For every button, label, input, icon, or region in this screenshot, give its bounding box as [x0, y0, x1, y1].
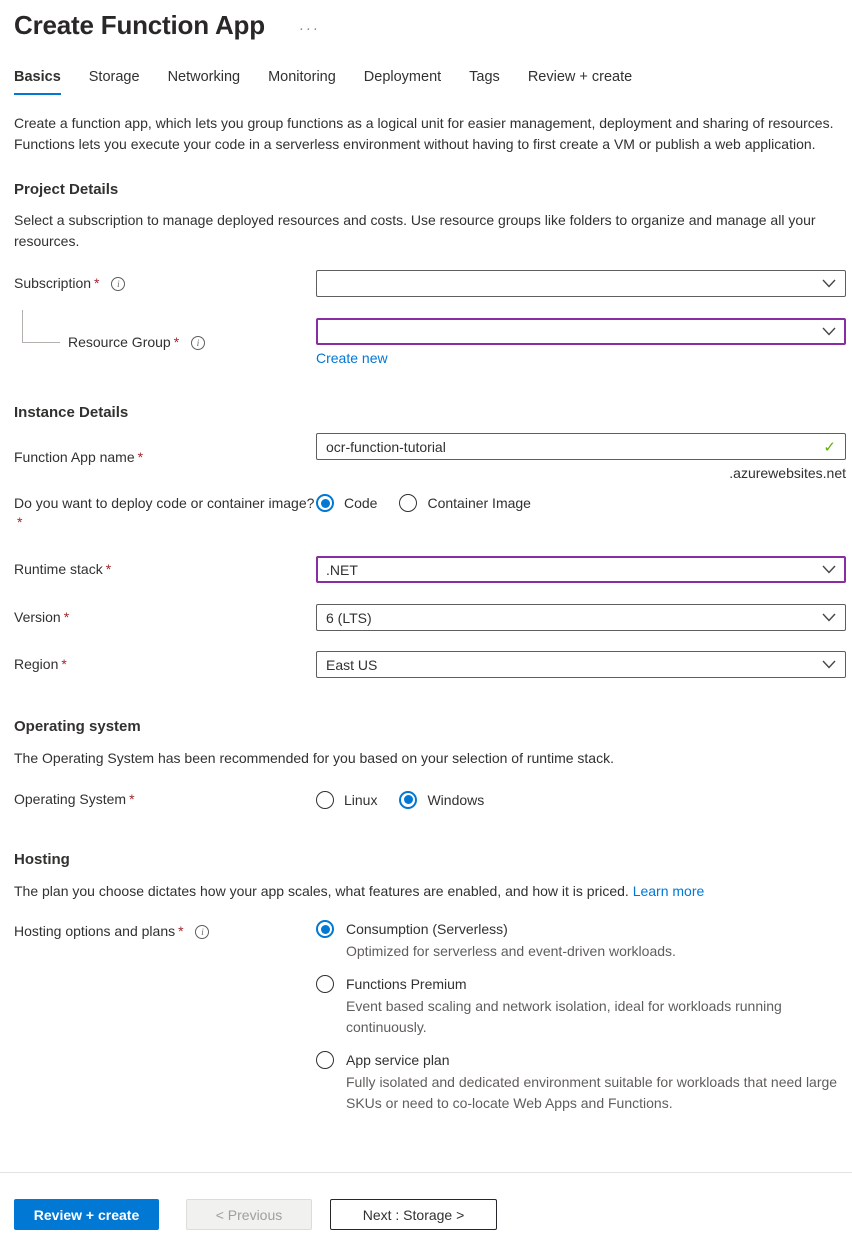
tab-basics[interactable]: Basics	[14, 69, 61, 95]
resource-group-label: Resource Group * i	[14, 333, 316, 352]
instance-details-heading: Instance Details	[14, 404, 129, 421]
domain-suffix: .azurewebsites.net	[729, 465, 846, 481]
resource-group-dropdown[interactable]	[316, 318, 846, 345]
runtime-stack-row	[14, 556, 846, 583]
hosting-description: The plan you choose dictates how your app scales, what features are enabled, and how it is priced. Learn more	[14, 883, 705, 899]
required-asterisk: *	[94, 275, 100, 291]
runtime-stack-label: Runtime stack *	[14, 561, 112, 577]
page-title: Create Function App	[14, 10, 265, 40]
version-value: 6 (LTS)	[326, 609, 372, 626]
resource-group-row	[14, 318, 846, 366]
function-app-name-row	[14, 433, 846, 481]
operating-system-row	[14, 790, 846, 809]
wizard-footer	[0, 1172, 852, 1239]
required-asterisk: *	[17, 514, 23, 530]
tab-review-create[interactable]: Review + create	[527, 69, 633, 85]
operating-system-label: Operating System *	[14, 791, 135, 807]
previous-button[interactable]: < Previous	[186, 1199, 312, 1230]
radio-unselected-icon[interactable]	[316, 1051, 334, 1069]
operating-system-heading: Operating system	[14, 718, 141, 735]
radio-option-windows[interactable]: Windows	[399, 791, 484, 809]
intro-text: Create a function app, which lets you group functions as a logical unit for easier management, deployment and sharing of resources. Functions lets you execute your code in a serverless environment without having to first create a VM or publish a web application.	[14, 115, 834, 152]
required-asterisk: *	[61, 656, 67, 672]
radio-selected-icon[interactable]	[316, 920, 334, 938]
deploy-question-label: Do you want to deploy code or container image?*	[14, 495, 315, 530]
hosting-option-app-service-plan[interactable]: App service plan Fully isolated and dedicated environment suitable for workloads that need large SKUs or need to co-locate Web Apps and Functions.	[316, 1051, 846, 1114]
runtime-stack-value: .NET	[326, 561, 358, 578]
deploy-type-row	[14, 494, 846, 532]
subscription-label: Subscription * i	[14, 274, 316, 293]
valid-checkmark-icon: ✓	[823, 438, 836, 456]
version-row	[14, 604, 846, 631]
region-row	[14, 651, 846, 678]
region-value: East US	[326, 656, 378, 673]
learn-more-link[interactable]: Learn more	[632, 883, 705, 899]
radio-option-code[interactable]: Code	[316, 494, 377, 512]
project-details-heading: Project Details	[14, 181, 119, 198]
chevron-down-icon	[822, 613, 836, 622]
radio-unselected-icon[interactable]	[399, 494, 417, 512]
tab-storage[interactable]: Storage	[88, 69, 140, 85]
radio-selected-icon[interactable]	[316, 494, 334, 512]
info-icon[interactable]: i	[195, 925, 209, 939]
info-icon[interactable]: i	[111, 277, 125, 291]
radio-unselected-icon[interactable]	[316, 975, 334, 993]
next-storage-button[interactable]: Next : Storage >	[330, 1199, 497, 1230]
page-header	[14, 10, 846, 41]
version-dropdown[interactable]	[316, 604, 846, 631]
tab-deployment[interactable]: Deployment	[363, 69, 442, 85]
project-details-description: Select a subscription to manage deployed resources and costs. Use resource groups like folders to organize and manage all your resources.	[14, 212, 816, 249]
region-dropdown[interactable]	[316, 651, 846, 678]
runtime-stack-dropdown[interactable]	[316, 556, 846, 583]
required-asterisk: *	[178, 923, 184, 939]
hosting-option-functions-premium[interactable]: Functions Premium Event based scaling and network isolation, ideal for workloads running continuously.	[316, 975, 846, 1038]
chevron-down-icon	[822, 327, 836, 336]
chevron-down-icon	[822, 279, 836, 288]
function-app-name-input-box	[316, 433, 846, 460]
subscription-row	[14, 270, 846, 297]
tab-networking[interactable]: Networking	[167, 69, 241, 85]
info-icon[interactable]: i	[191, 336, 205, 350]
required-asterisk: *	[173, 333, 180, 350]
hosting-option-consumption[interactable]: Consumption (Serverless) Optimized for serverless and event-driven workloads.	[316, 920, 846, 962]
radio-option-linux[interactable]: Linux	[316, 791, 377, 809]
radio-option-container-image[interactable]: Container Image	[399, 494, 531, 512]
subscription-dropdown[interactable]	[316, 270, 846, 297]
os-radio-group	[316, 791, 846, 809]
tab-tags[interactable]: Tags	[469, 69, 500, 85]
required-asterisk: *	[137, 448, 144, 465]
chevron-down-icon	[822, 565, 836, 574]
hierarchy-connector	[22, 310, 60, 343]
deploy-radio-group	[316, 494, 846, 512]
operating-system-description: The Operating System has been recommended for you based on your selection of runtime stack.	[14, 750, 614, 766]
required-asterisk: *	[105, 561, 112, 577]
region-label: Region *	[14, 656, 67, 672]
review-create-button[interactable]: Review + create	[14, 1199, 159, 1230]
create-new-link[interactable]: Create new	[316, 350, 388, 366]
version-label: Version *	[14, 609, 70, 625]
more-options-icon[interactable]: ···	[298, 20, 320, 37]
radio-unselected-icon[interactable]	[316, 791, 334, 809]
wizard-tabs	[14, 69, 846, 95]
hosting-options-label: Hosting options and plans * i	[14, 920, 316, 941]
chevron-down-icon	[822, 660, 836, 669]
required-asterisk: *	[129, 791, 135, 807]
radio-selected-icon[interactable]	[399, 791, 417, 809]
function-app-name-input[interactable]	[326, 439, 815, 455]
tab-monitoring[interactable]: Monitoring	[268, 69, 336, 85]
required-asterisk: *	[63, 609, 70, 625]
hosting-options-row	[14, 920, 846, 1127]
hosting-heading: Hosting	[14, 851, 70, 868]
function-app-name-label: Function App name *	[14, 448, 144, 465]
